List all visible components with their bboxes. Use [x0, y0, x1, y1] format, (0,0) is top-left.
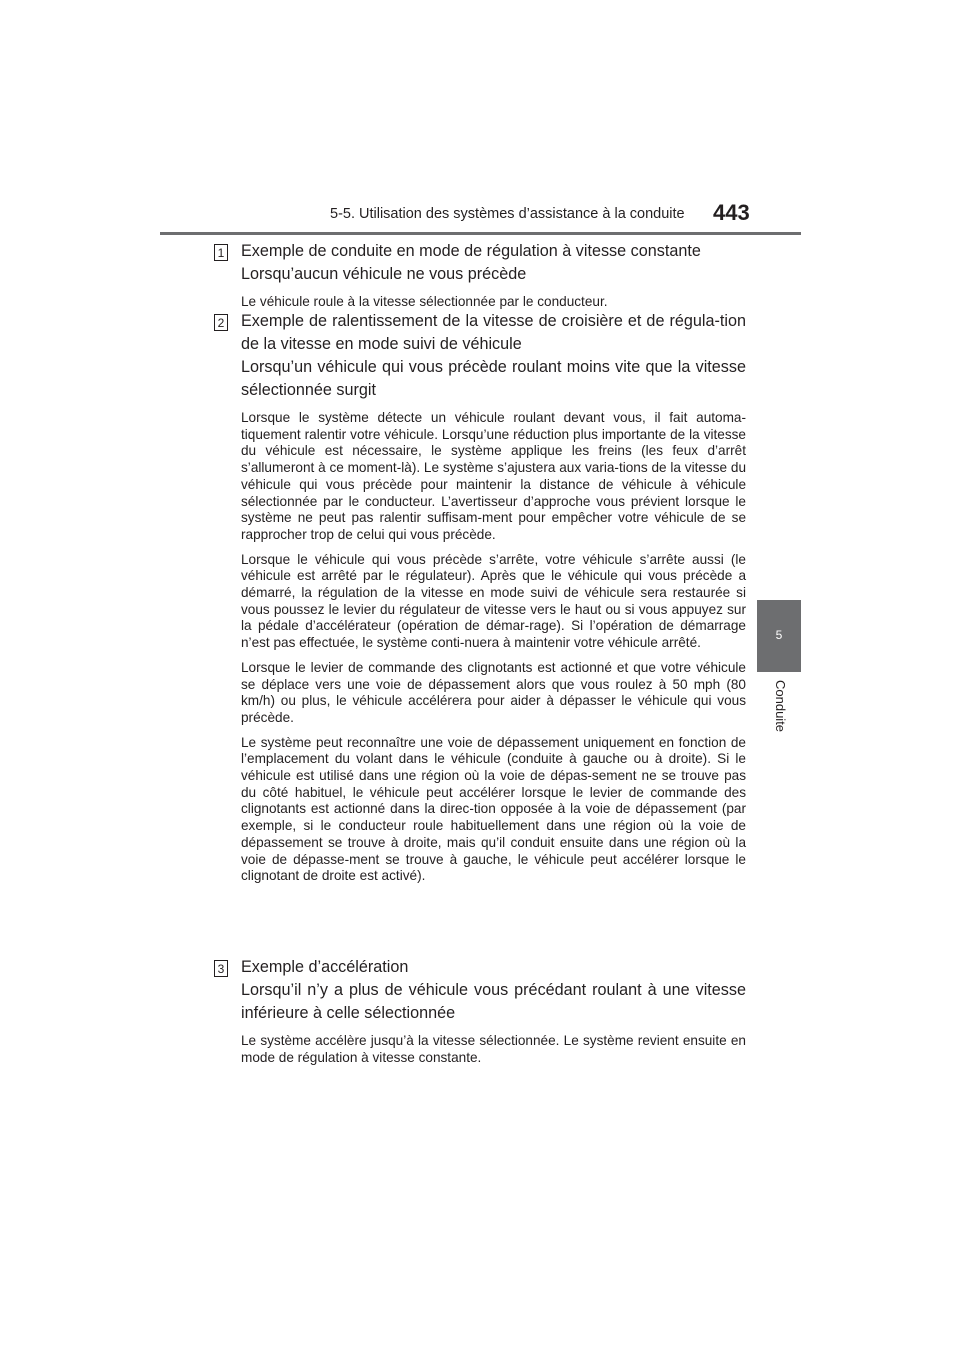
item-number-badge: 3 — [214, 960, 228, 977]
page-number: 443 — [713, 200, 750, 225]
chapter-tab-label: Conduite — [773, 680, 788, 733]
list-item — [214, 956, 746, 1074]
heading-line: Exemple de ralentissement de la vitesse de croisière et de régula-tion de la vitesse en mode suivi de véhicule — [241, 312, 746, 353]
section-title: 5-5. Utilisation des systèmes d’assistance à la conduite — [330, 206, 685, 222]
body-paragraph: Le véhicule roule à la vitesse sélectionnée par le conducteur. — [241, 294, 608, 309]
item-body — [241, 410, 746, 885]
heading-line: Lorsqu’un véhicule qui vous précède roulant moins vite que la vitesse sélectionnée surgit — [241, 358, 746, 399]
list-item — [214, 310, 746, 893]
heading-line: Lorsqu’aucun véhicule ne vous précède — [241, 265, 527, 283]
item-body — [241, 1033, 746, 1066]
body-paragraph: Lorsque le véhicule qui vous précède s’arrête, votre véhicule s’arrête aussi (le véhicule est arrêté par le régulateur). Après que le véhicule qui vous précède a démarré, la régulation de la vitesse en mode suivi de véhicule sera restaurée si vous poussez le levier du régulateur de vitesse vers le haut ou si vous appuyez sur la pédale d’accélérateur (opération de démar-rage). Si l’opération de démarrage n’est pas effectuée, le système conti-nuera à maintenir votre véhicule arrêté. — [241, 551, 746, 651]
list-item — [214, 240, 746, 319]
item-body — [241, 294, 746, 311]
chapter-tab-number: 5 — [775, 628, 783, 642]
item-heading — [241, 240, 746, 286]
item-number-badge: 1 — [214, 244, 228, 261]
body-paragraph: Lorsque le levier de commande des clignotants est actionné et que votre véhicule se déplace vers une voie de dépassement alors que vous roulez à 50 mph (80 km/h) ou plus, le véhicule accélérera pour aider à dépasser le véhicule qui vous précède. — [241, 659, 746, 725]
header-divider — [160, 232, 801, 235]
heading-line: Exemple d’accélération — [241, 958, 409, 976]
heading-line: Lorsqu’il n’y a plus de véhicule vous précédant roulant à une vitesse inférieure à celle sélectionnée — [241, 981, 746, 1022]
heading-line: Exemple de conduite en mode de régulation à vitesse constante — [241, 242, 701, 260]
body-paragraph: Lorsque le système détecte un véhicule roulant devant vous, il fait automa-tiquement ralentir votre véhicule. Lorsqu’une réduction plus importante de la vitesse du véhicule est nécessaire, le système applique les freins (les feux d’arrêt s’allumeront à ce moment-là). Le système s’ajustera aux varia-tions de la vitesse du véhicule qui vous précède pour maintenir la distance de véhicule à véhicule sélectionnée par le conducteur. L’avertisseur d’approche vous prévient lorsque le système ne peut pas ralentir suffisam-ment pour empêcher votre véhicule de se rapprocher trop de celui qui vous précède. — [241, 410, 746, 542]
item-heading — [241, 956, 746, 1025]
body-paragraph: Le système accélère jusqu’à la vitesse sélectionnée. Le système revient ensuite en mode de régulation à vitesse constante. — [241, 1033, 746, 1065]
item-number-badge: 2 — [214, 314, 228, 331]
body-paragraph: Le système peut reconnaître une voie de dépassement uniquement en fonction de l’emplacement du volant dans le véhicule (conduite à gauche ou à droite). Si le véhicule est utilisé dans une région où la voie de dépas-sement ne se trouve pas du côté habituel, le véhicule peut accélérer lorsque le levier de commande des clignotants est actionné dans la direc-tion opposée à la voie de dépassement (par exemple, si le conducteur roule habituellement dans une région où la voie de dépassement se trouve à droite, mais qu’il conduit ensuite dans une région où la voie de dépasse-ment se trouve à gauche, le véhicule peut accélérer lorsque le clignotant de droite est activé). — [241, 734, 746, 884]
item-heading — [241, 310, 746, 402]
